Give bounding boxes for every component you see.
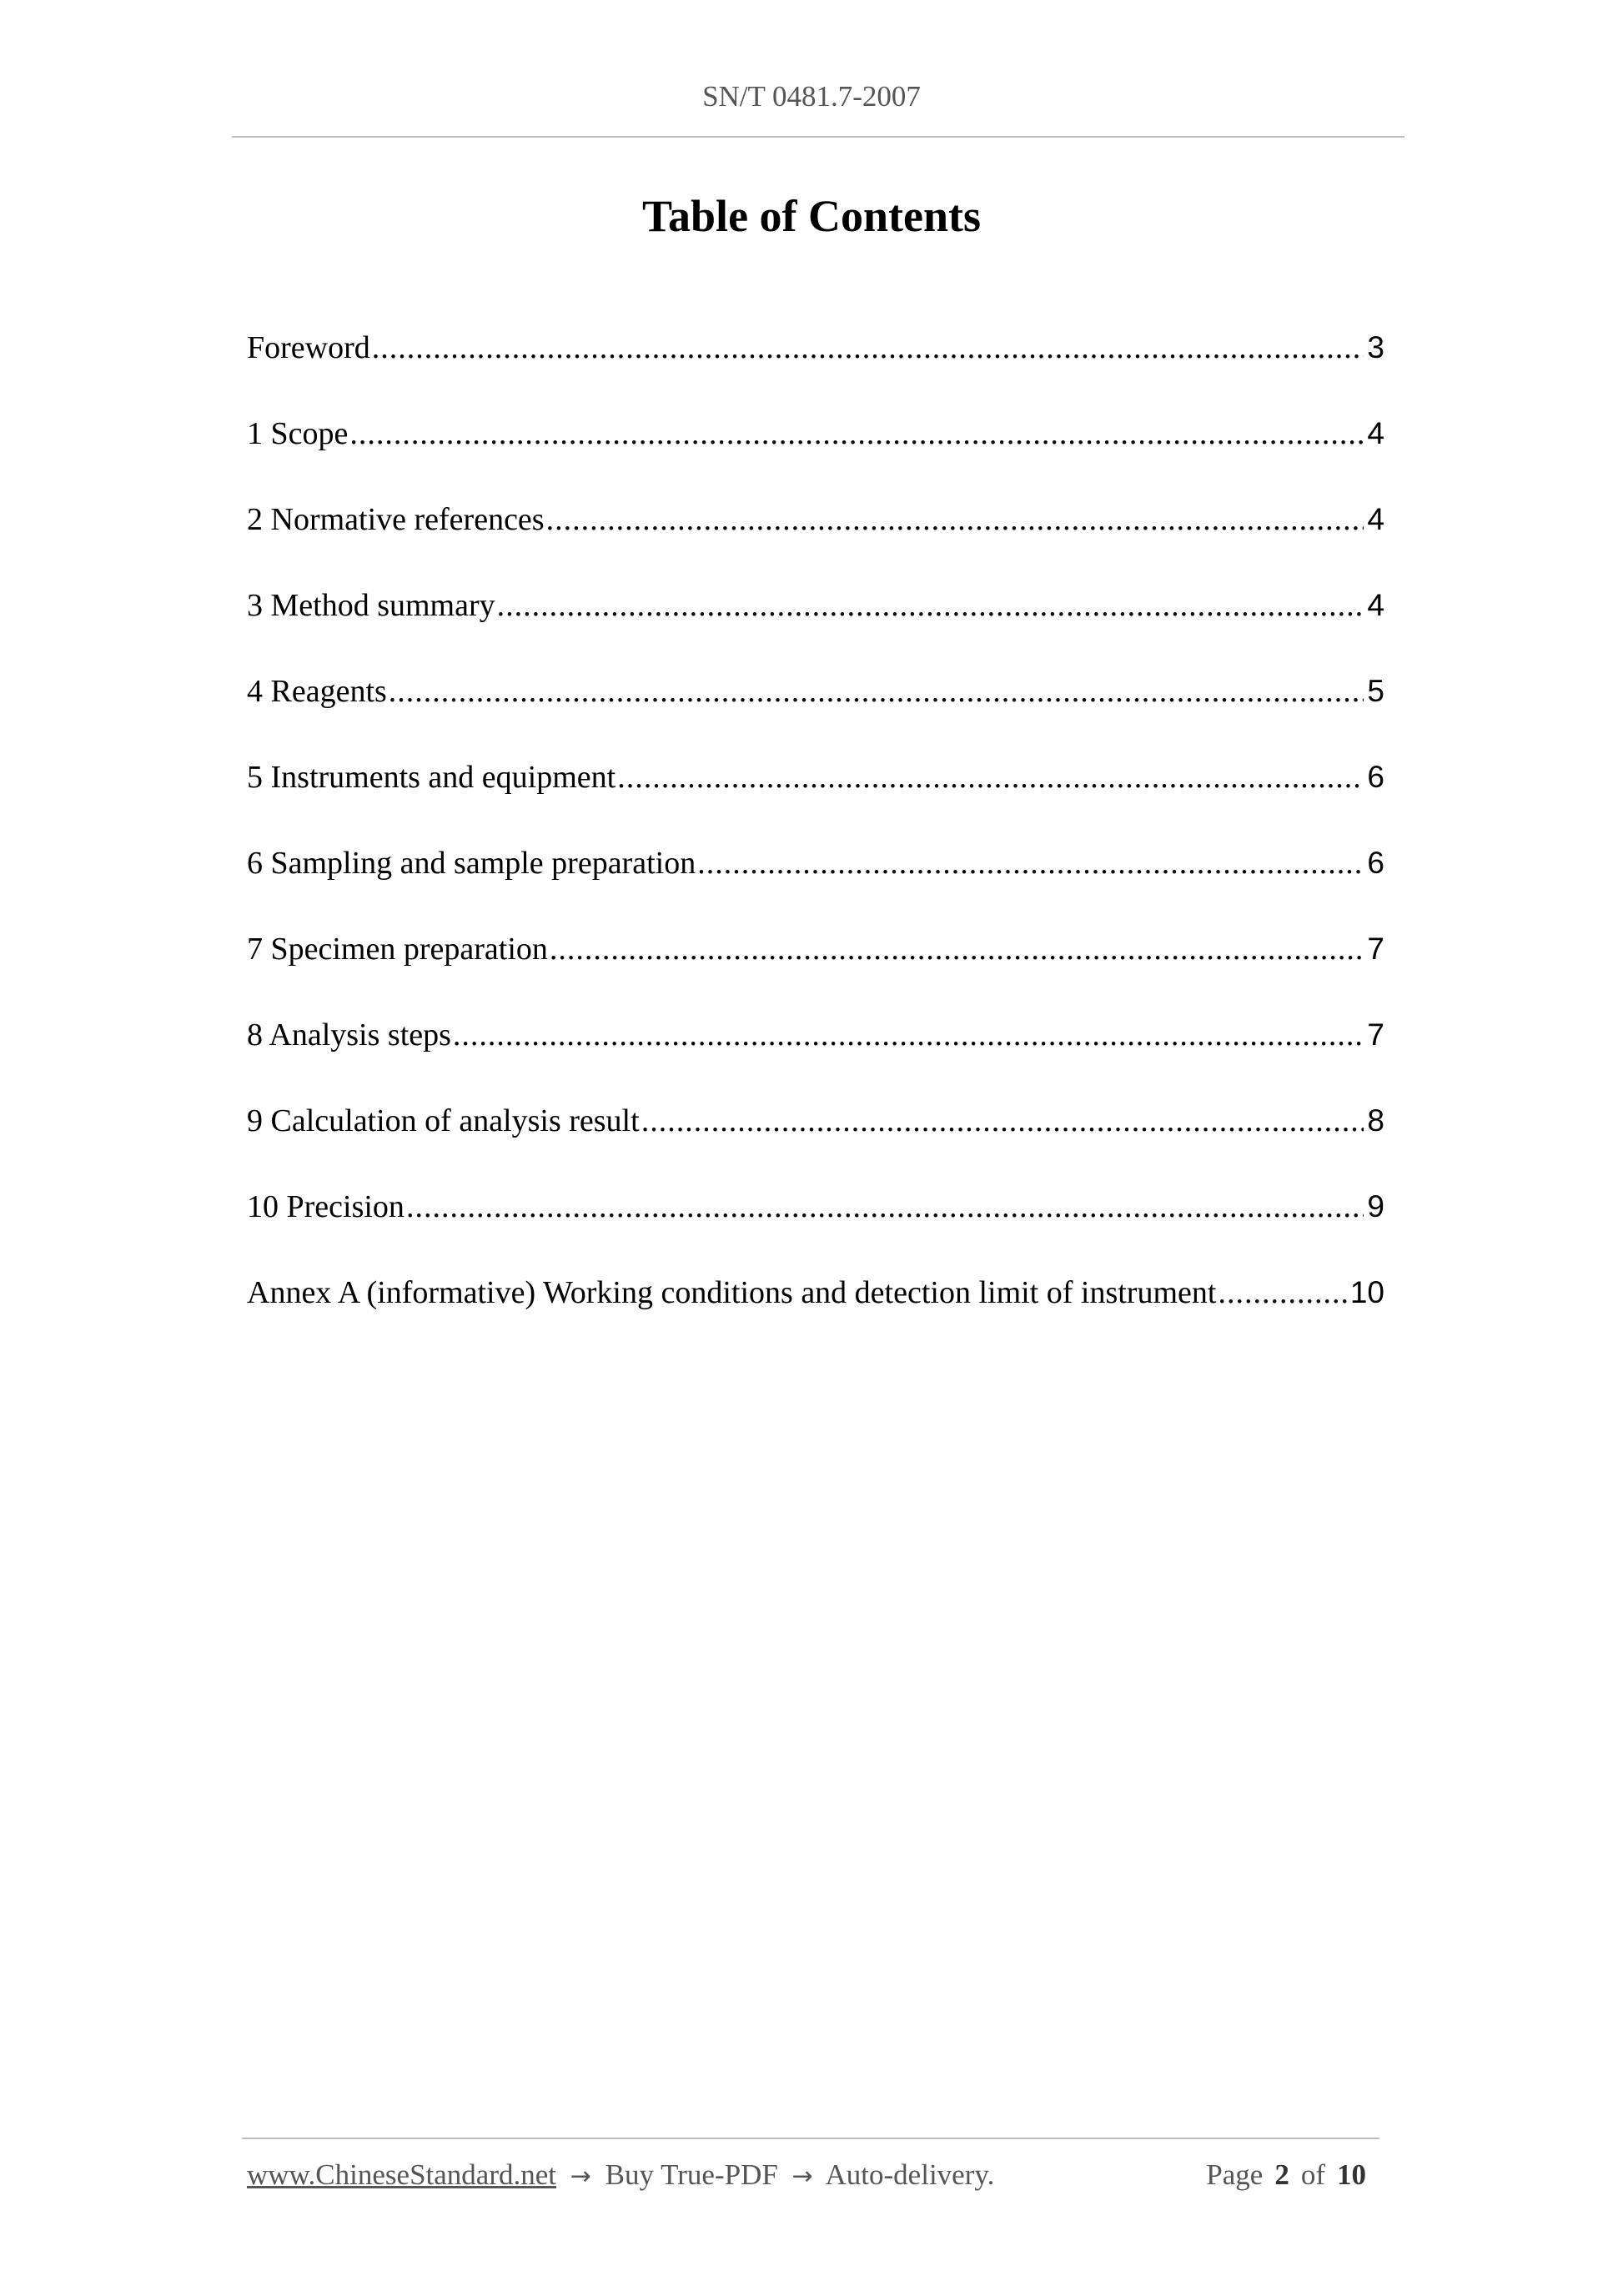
toc-dot-leader <box>497 580 1364 631</box>
toc-entry-label: 3 Method summary <box>247 588 495 623</box>
toc-entry-label: 8 Analysis steps <box>247 1017 451 1053</box>
toc-entry-label: 5 Instruments and equipment <box>247 760 616 795</box>
footer-divider <box>242 2138 1379 2139</box>
auto-delivery-text: Auto-delivery. <box>825 2158 995 2191</box>
toc-entry-specimen-preparation[interactable] <box>247 924 1384 1010</box>
toc-page-number: 5 <box>1367 674 1384 708</box>
toc-dot-leader <box>546 495 1364 545</box>
of-word: of <box>1300 2158 1325 2191</box>
toc-entry-label: 9 Calculation of analysis result <box>247 1103 640 1138</box>
toc-page-number: 3 <box>1367 330 1384 364</box>
current-page-number: 2 <box>1274 2158 1289 2191</box>
toc-entry-sampling[interactable] <box>247 838 1384 924</box>
toc-dot-leader <box>641 1096 1364 1146</box>
toc-page-number: 6 <box>1367 846 1384 880</box>
toc-page-number: 7 <box>1367 932 1384 966</box>
toc-entry-label: 10 Precision <box>247 1189 404 1224</box>
toc-entry-label: 1 Scope <box>247 416 349 451</box>
header-divider <box>232 136 1404 138</box>
toc-entry-precision[interactable] <box>247 1182 1384 1268</box>
toc-page-number: 4 <box>1367 502 1384 536</box>
toc-page-number: 8 <box>1367 1103 1384 1138</box>
toc-dot-leader <box>372 323 1364 373</box>
toc-page-number: 7 <box>1367 1017 1384 1052</box>
page-word: Page <box>1206 2158 1264 2191</box>
document-code: SN/T 0481.7-2007 <box>702 80 921 113</box>
toc-page-number: 4 <box>1367 588 1384 622</box>
toc-page-number: 10 <box>1349 1275 1384 1309</box>
toc-entry-analysis-steps[interactable] <box>247 1010 1384 1096</box>
footer-promo <box>247 2158 994 2192</box>
toc-dot-leader <box>453 1010 1364 1060</box>
toc-entry-label: Annex A (informative) Working conditions and detection limit of instrument <box>247 1275 1217 1310</box>
toc-dot-leader <box>1218 1268 1346 1318</box>
toc-entry-calculation[interactable] <box>247 1096 1384 1182</box>
toc-entry-label: 2 Normative references <box>247 502 545 537</box>
toc-dot-leader <box>349 409 1364 459</box>
toc-entry-label: 6 Sampling and sample preparation <box>247 846 696 881</box>
toc-entry-method-summary[interactable] <box>247 580 1384 666</box>
toc-entry-instruments[interactable] <box>247 752 1384 838</box>
toc-page-number: 6 <box>1367 760 1384 794</box>
site-link[interactable]: www.ChineseStandard.net <box>247 2158 556 2191</box>
toc-dot-leader <box>389 666 1364 716</box>
toc-entry-normative-references[interactable] <box>247 495 1384 580</box>
toc-page-number: 4 <box>1367 416 1384 450</box>
toc-entry-foreword[interactable] <box>247 323 1384 409</box>
buy-true-pdf-text: Buy True-PDF <box>605 2158 778 2191</box>
toc-entry-annex-a[interactable] <box>247 1268 1384 1354</box>
toc-dot-leader <box>697 838 1364 888</box>
page-title: Table of Contents <box>641 191 982 241</box>
arrow-right-icon: → <box>570 2162 591 2191</box>
toc-page-number: 9 <box>1367 1189 1384 1223</box>
table-of-contents <box>247 323 1384 1354</box>
toc-dot-leader <box>550 924 1364 974</box>
toc-entry-label: 4 Reagents <box>247 674 387 709</box>
toc-dot-leader <box>406 1182 1364 1232</box>
toc-entry-reagents[interactable] <box>247 666 1384 752</box>
toc-entry-scope[interactable] <box>247 409 1384 495</box>
toc-dot-leader <box>617 752 1364 802</box>
total-page-number: 10 <box>1337 2158 1366 2191</box>
toc-entry-label: Foreword <box>247 330 370 365</box>
arrow-right-icon: → <box>791 2162 813 2191</box>
toc-entry-label: 7 Specimen preparation <box>247 932 548 967</box>
page-footer <box>247 2158 1378 2192</box>
page-indicator <box>1206 2158 1378 2192</box>
